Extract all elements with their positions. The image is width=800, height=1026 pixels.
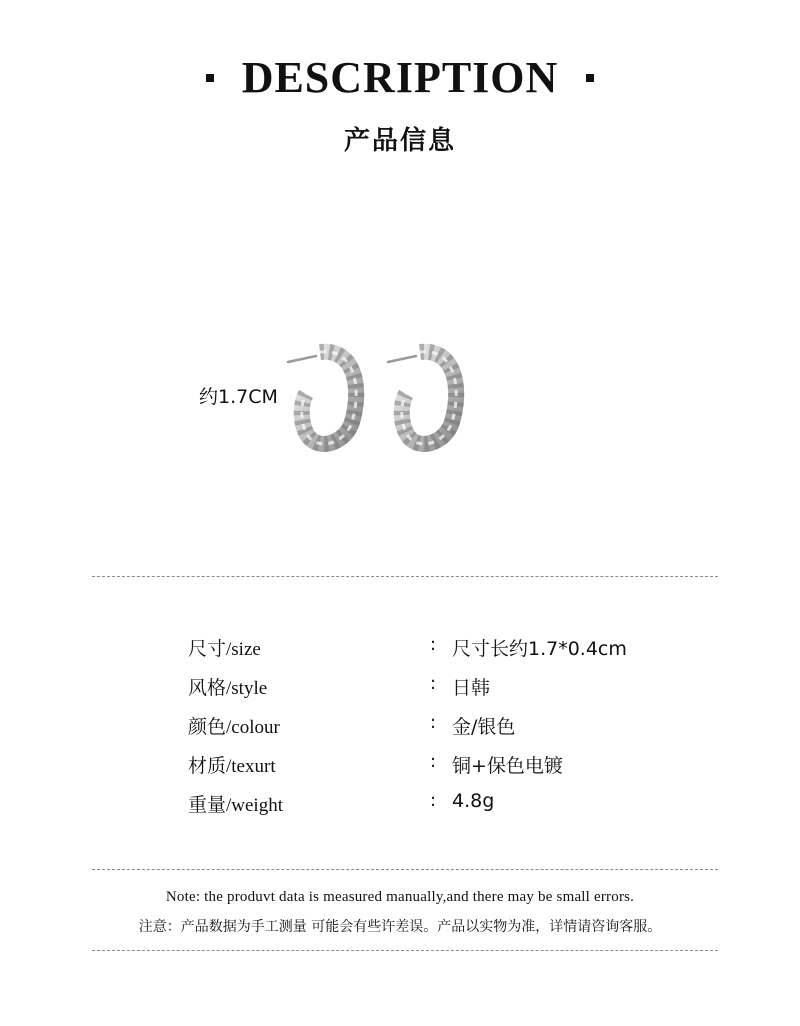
spec-colon: : <box>430 673 437 694</box>
divider-bottom <box>92 950 718 951</box>
bullet-left-icon <box>206 74 214 82</box>
spec-colon: : <box>430 751 437 772</box>
spec-value: 日韩 <box>452 677 491 699</box>
size-label: 约1.7CM <box>199 386 278 408</box>
note-chinese: 注意：产品数据为手工测量 可能会有些许差误。产品以实物为准，详情请咨询客服。 <box>138 919 662 935</box>
spec-row-style <box>0 667 800 706</box>
spec-row-material <box>0 745 800 784</box>
spec-value: 尺寸长约1.7*0.4cm <box>452 638 627 660</box>
spec-label: 重量/weight <box>188 795 283 816</box>
right-earring <box>388 352 456 444</box>
left-earring <box>288 352 356 444</box>
spec-table <box>0 628 800 823</box>
notes <box>0 889 800 936</box>
spec-label: 颜色/colour <box>188 717 280 738</box>
spec-label: 尺寸/size <box>188 639 261 660</box>
spec-label: 风格/style <box>188 678 268 699</box>
divider-top <box>92 576 718 577</box>
spec-value: 金/银色 <box>452 716 516 738</box>
spec-row-weight <box>0 784 800 823</box>
spec-row-colour <box>0 706 800 745</box>
spec-row-size <box>0 628 800 667</box>
spec-colon: : <box>430 712 437 733</box>
earrings-image <box>280 338 480 468</box>
spec-colon: : <box>430 790 437 811</box>
note-english: Note: the produvt data is measured manually,and there may be small errors. <box>165 889 635 905</box>
divider-middle <box>92 869 718 870</box>
spec-colon: : <box>430 634 437 655</box>
bullet-right-icon <box>586 74 594 82</box>
title-row <box>0 52 800 104</box>
spec-value: 4.8g <box>452 790 495 812</box>
spec-label: 材质/texurt <box>188 756 276 777</box>
header <box>0 52 800 157</box>
page-subtitle: 产品信息 <box>343 126 456 156</box>
spec-value: 铜+保色电镀 <box>452 755 563 777</box>
page-title: DESCRIPTION <box>241 53 559 102</box>
